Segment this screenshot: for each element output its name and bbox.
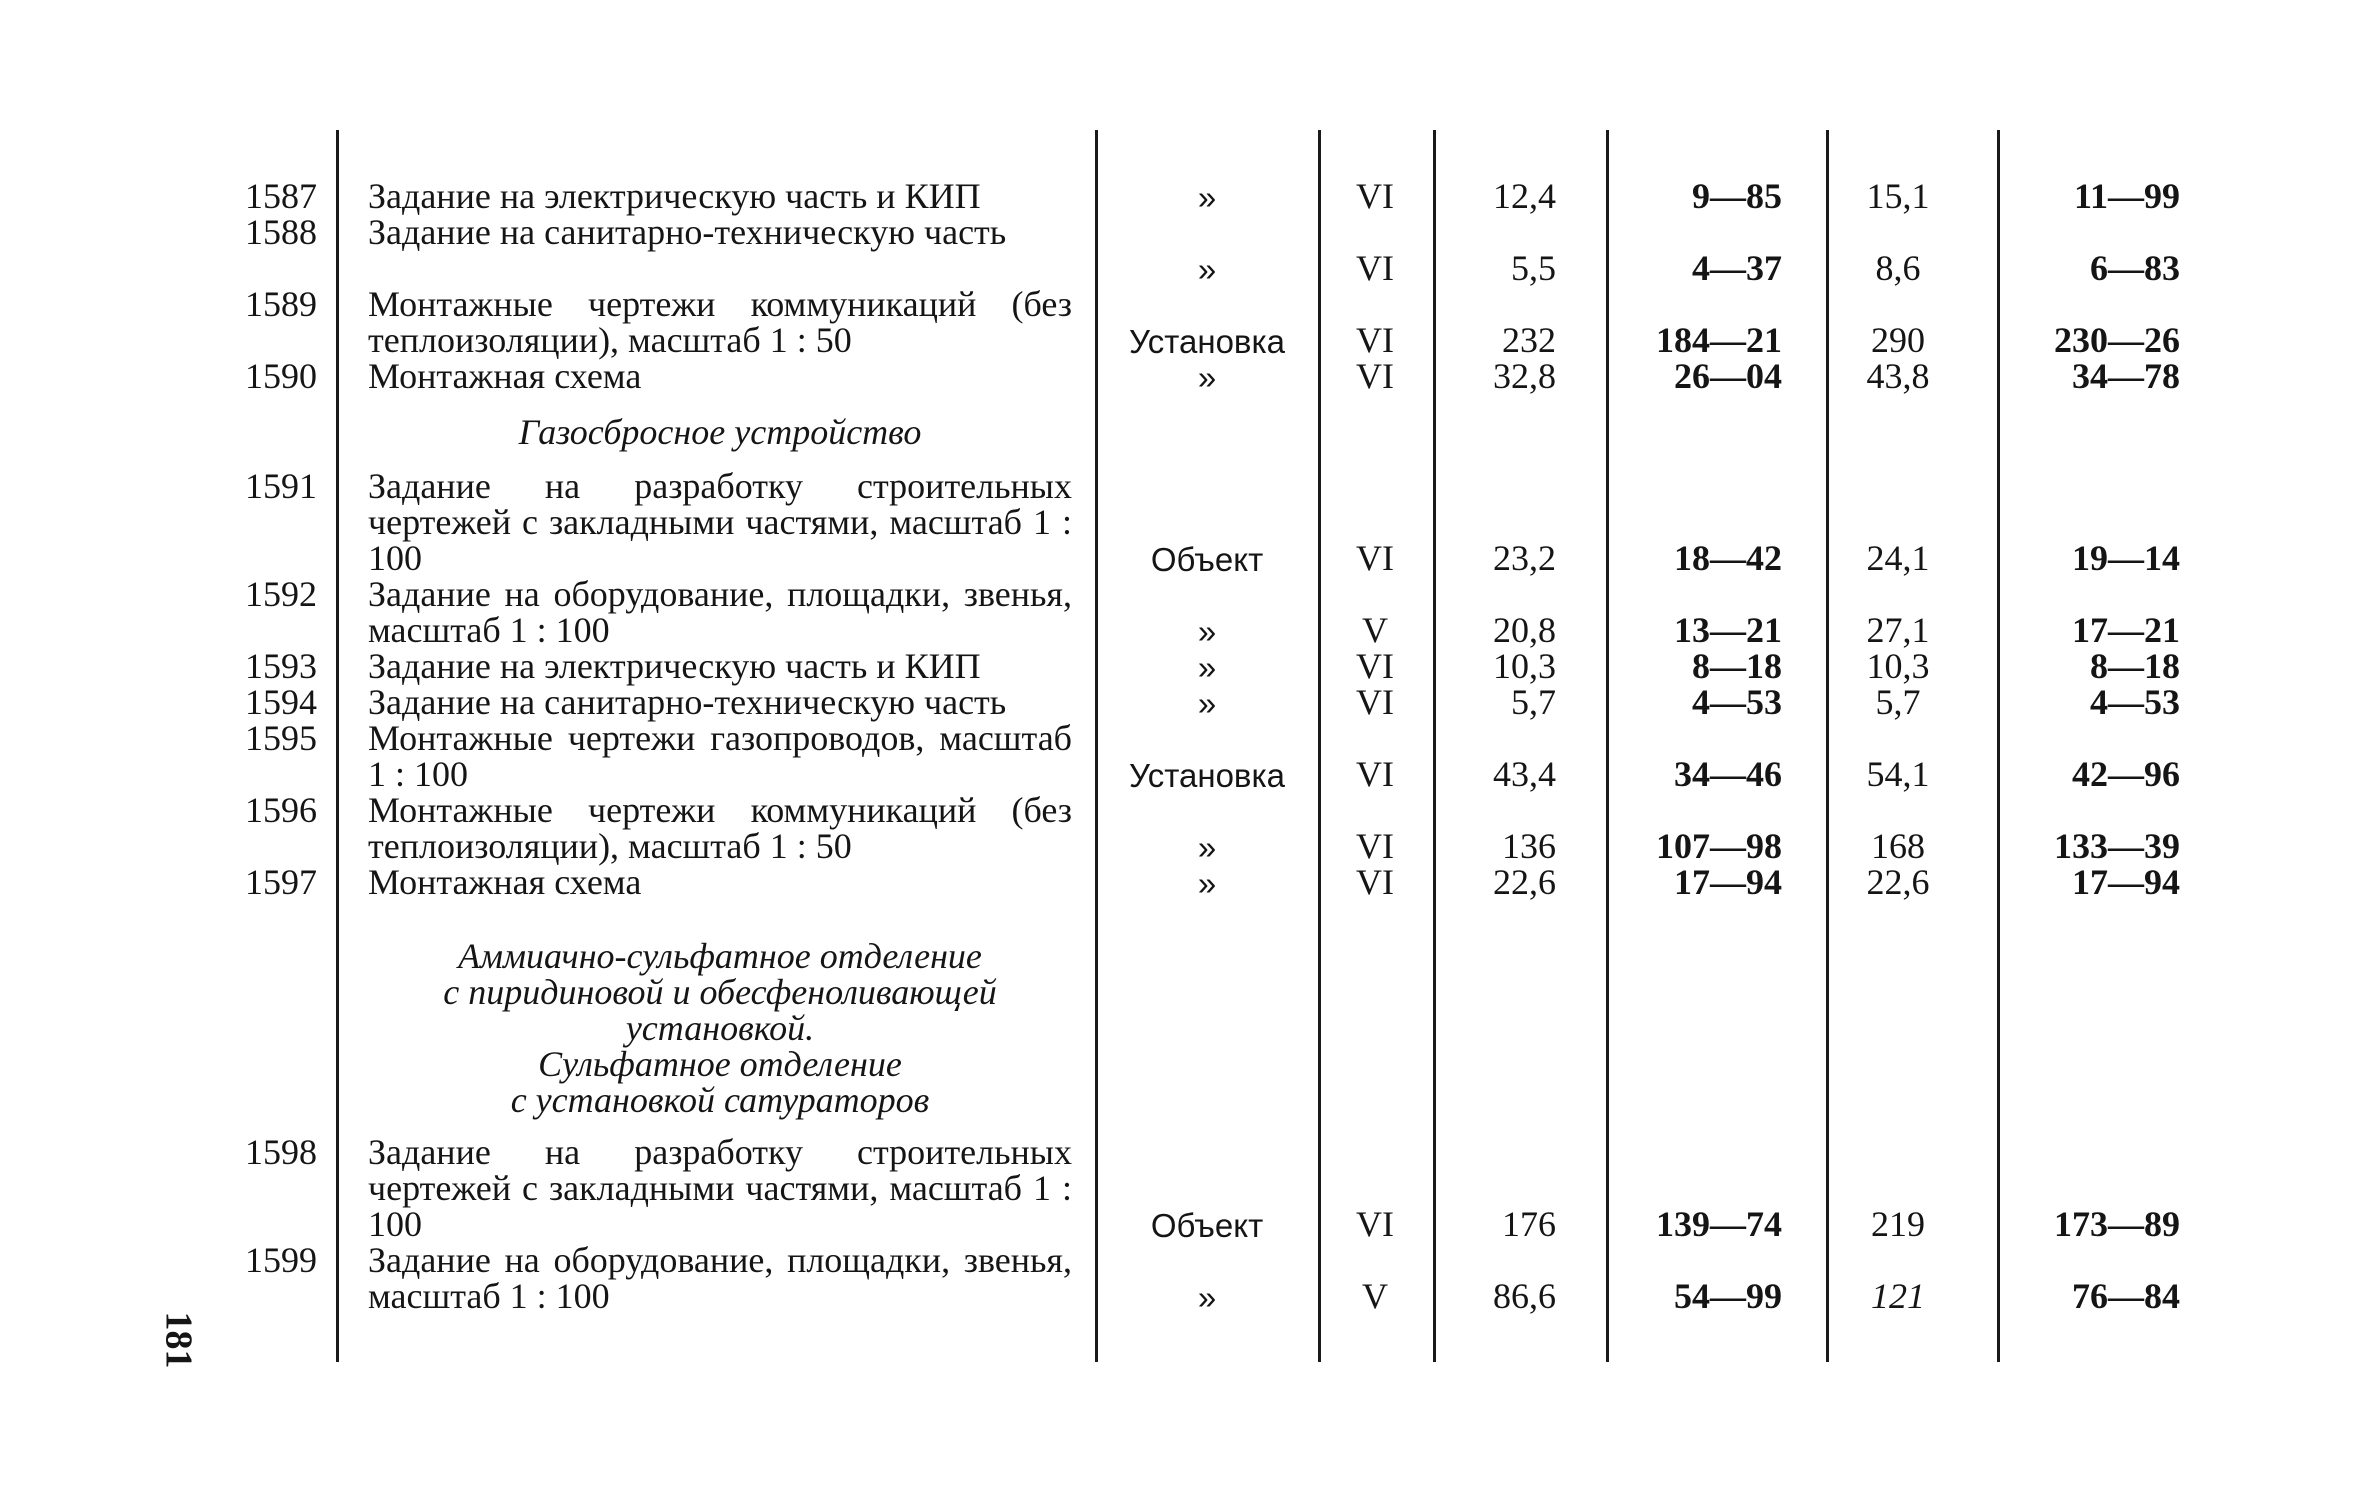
column-rule	[1095, 130, 1098, 1362]
row-category: V	[1362, 1276, 1388, 1316]
row-price-1: 4—53	[1692, 682, 1782, 722]
page-number: 181	[157, 1311, 200, 1369]
section-heading-line: установкой.	[625, 1008, 815, 1048]
row-value-1: 32,8	[1493, 356, 1556, 396]
row-value-2: 27,1	[1866, 610, 1930, 650]
row-value-1: 22,6	[1493, 862, 1556, 902]
row-value-1: 176	[1502, 1204, 1556, 1244]
row-unit: »	[1197, 829, 1217, 866]
row-price-1: 139—74	[1656, 1204, 1782, 1244]
row-number: 1587	[245, 176, 317, 216]
row-value-2: 43,8	[1866, 356, 1930, 396]
row-value-2: 54,1	[1866, 754, 1930, 794]
row-unit: »	[1197, 251, 1217, 288]
row-number: 1592	[245, 574, 317, 614]
row-description: Монтажные чертежи коммуникаций (без теплоизоляции), масштаб 1 : 50	[368, 284, 1072, 360]
row-value-2: 219	[1871, 1204, 1925, 1244]
row-value-1: 12,4	[1493, 176, 1556, 216]
row-category: VI	[1356, 646, 1394, 686]
row-value-1: 10,3	[1493, 646, 1556, 686]
row-price-2: 4—53	[2090, 682, 2180, 722]
row-description: Монтажные чертежи газопроводов, масштаб 1 : 100	[368, 718, 1072, 794]
row-value-2: 8,6	[1875, 248, 1921, 288]
row-unit: »	[1197, 685, 1217, 722]
row-category: VI	[1356, 754, 1394, 794]
row-price-2: 133—39	[2054, 826, 2180, 866]
row-category: V	[1362, 610, 1388, 650]
row-value-2: 22,6	[1866, 862, 1930, 902]
row-description: Задание на оборудование, площадки, звенья, масштаб 1 : 100	[368, 574, 1072, 650]
row-value-1: 86,6	[1493, 1276, 1556, 1316]
row-price-1: 18—42	[1674, 538, 1782, 578]
row-number: 1594	[245, 682, 317, 722]
section-heading-line: с пиридиновой и обесфеноливающей	[443, 972, 997, 1012]
row-description: Задание на электрическую часть и КИП	[368, 646, 981, 686]
row-price-2: 8—18	[2090, 646, 2180, 686]
row-description: Задание на разработку строительных чертежей с закладными частями, масштаб 1 : 100	[368, 1132, 1072, 1244]
row-value-1: 232	[1502, 320, 1556, 360]
section-heading	[368, 938, 1072, 1118]
section-heading	[368, 414, 1072, 450]
row-price-1: 17—94	[1674, 862, 1782, 902]
column-rule	[1997, 130, 2000, 1362]
row-description: Монтажная схема	[368, 356, 642, 396]
row-category: VI	[1356, 538, 1394, 578]
row-description: Монтажные чертежи коммуникаций (без теплоизоляции), масштаб 1 : 50	[368, 790, 1072, 866]
column-rule	[1606, 130, 1609, 1362]
row-price-2: 11—99	[2073, 176, 2180, 216]
row-price-1: 184—21	[1656, 320, 1782, 360]
section-heading-line: Аммиачно-сульфатное отделение	[458, 936, 982, 976]
row-price-2: 76—84	[2072, 1276, 2180, 1316]
row-price-2: 17—21	[2072, 610, 2180, 650]
row-category: VI	[1356, 356, 1394, 396]
row-value-2: 24,1	[1866, 538, 1930, 578]
row-unit: »	[1197, 179, 1217, 216]
row-number: 1591	[245, 466, 317, 506]
row-category: VI	[1356, 1204, 1394, 1244]
row-unit: »	[1197, 1279, 1217, 1316]
row-price-1: 26—04	[1674, 356, 1782, 396]
row-category: VI	[1356, 320, 1394, 360]
row-price-1: 34—46	[1674, 754, 1782, 794]
row-price-1: 107—98	[1656, 826, 1782, 866]
row-price-2: 42—96	[2072, 754, 2180, 794]
row-value-1: 136	[1502, 826, 1556, 866]
row-category: VI	[1356, 862, 1394, 902]
row-unit: »	[1197, 359, 1217, 396]
row-category: VI	[1356, 176, 1394, 216]
row-description: Задание на оборудование, площадки, звенья, масштаб 1 : 100	[368, 1240, 1072, 1316]
row-unit: Объект	[1150, 541, 1264, 578]
row-description: Задание на разработку строительных чертежей с закладными частями, масштаб 1 : 100	[368, 466, 1072, 578]
row-value-2: 168	[1871, 826, 1925, 866]
row-number: 1598	[245, 1132, 317, 1172]
row-number: 1593	[245, 646, 317, 686]
row-category: VI	[1356, 826, 1394, 866]
row-number: 1595	[245, 718, 317, 758]
row-value-2: 10,3	[1866, 646, 1930, 686]
row-value-1: 5,7	[1511, 682, 1556, 722]
row-category: VI	[1356, 682, 1394, 722]
row-price-2: 173—89	[2054, 1204, 2180, 1244]
row-value-1: 20,8	[1493, 610, 1556, 650]
column-rule	[1318, 130, 1321, 1362]
row-price-1: 8—18	[1692, 646, 1782, 686]
row-number: 1588	[245, 212, 317, 252]
row-price-2: 34—78	[2072, 356, 2180, 396]
column-rule	[1826, 130, 1829, 1362]
row-value-2: 5,7	[1875, 682, 1921, 722]
row-number: 1599	[245, 1240, 317, 1280]
row-category: VI	[1356, 248, 1394, 288]
row-value-1: 5,5	[1511, 248, 1556, 288]
row-price-1: 9—85	[1692, 176, 1782, 216]
row-number: 1589	[245, 284, 317, 324]
row-price-1: 4—37	[1692, 248, 1782, 288]
row-price-1: 13—21	[1674, 610, 1782, 650]
row-unit: »	[1197, 649, 1217, 686]
row-value-2: 290	[1871, 320, 1925, 360]
row-description: Задание на санитарно-техническую часть	[368, 212, 1007, 252]
row-value-1: 23,2	[1493, 538, 1556, 578]
row-unit: »	[1197, 865, 1217, 902]
row-description: Монтажная схема	[368, 862, 642, 902]
section-heading-line: Газосбросное устройство	[518, 412, 922, 452]
row-price-2: 230—26	[2054, 320, 2180, 360]
row-number: 1596	[245, 790, 317, 830]
row-unit: Объект	[1150, 1207, 1264, 1244]
row-value-2: 121	[1871, 1276, 1925, 1316]
row-number: 1597	[245, 862, 317, 902]
row-price-2: 19—14	[2072, 538, 2180, 578]
row-unit: Установка	[1129, 323, 1285, 360]
column-rule	[1433, 130, 1436, 1362]
row-value-1: 43,4	[1493, 754, 1556, 794]
row-price-2: 17—94	[2072, 862, 2180, 902]
section-heading-line: с установкой сатураторов	[510, 1080, 930, 1120]
row-unit: »	[1197, 613, 1217, 650]
row-description: Задание на санитарно-техническую часть	[368, 682, 1007, 722]
row-value-2: 15,1	[1866, 176, 1930, 216]
section-heading-line: Сульфатное отделение	[538, 1044, 902, 1084]
row-price-2: 6—83	[2090, 248, 2180, 288]
column-rule	[336, 130, 339, 1362]
row-description: Задание на электрическую часть и КИП	[368, 176, 981, 216]
row-price-1: 54—99	[1674, 1276, 1782, 1316]
row-unit: Установка	[1129, 757, 1285, 794]
row-number: 1590	[245, 356, 317, 396]
